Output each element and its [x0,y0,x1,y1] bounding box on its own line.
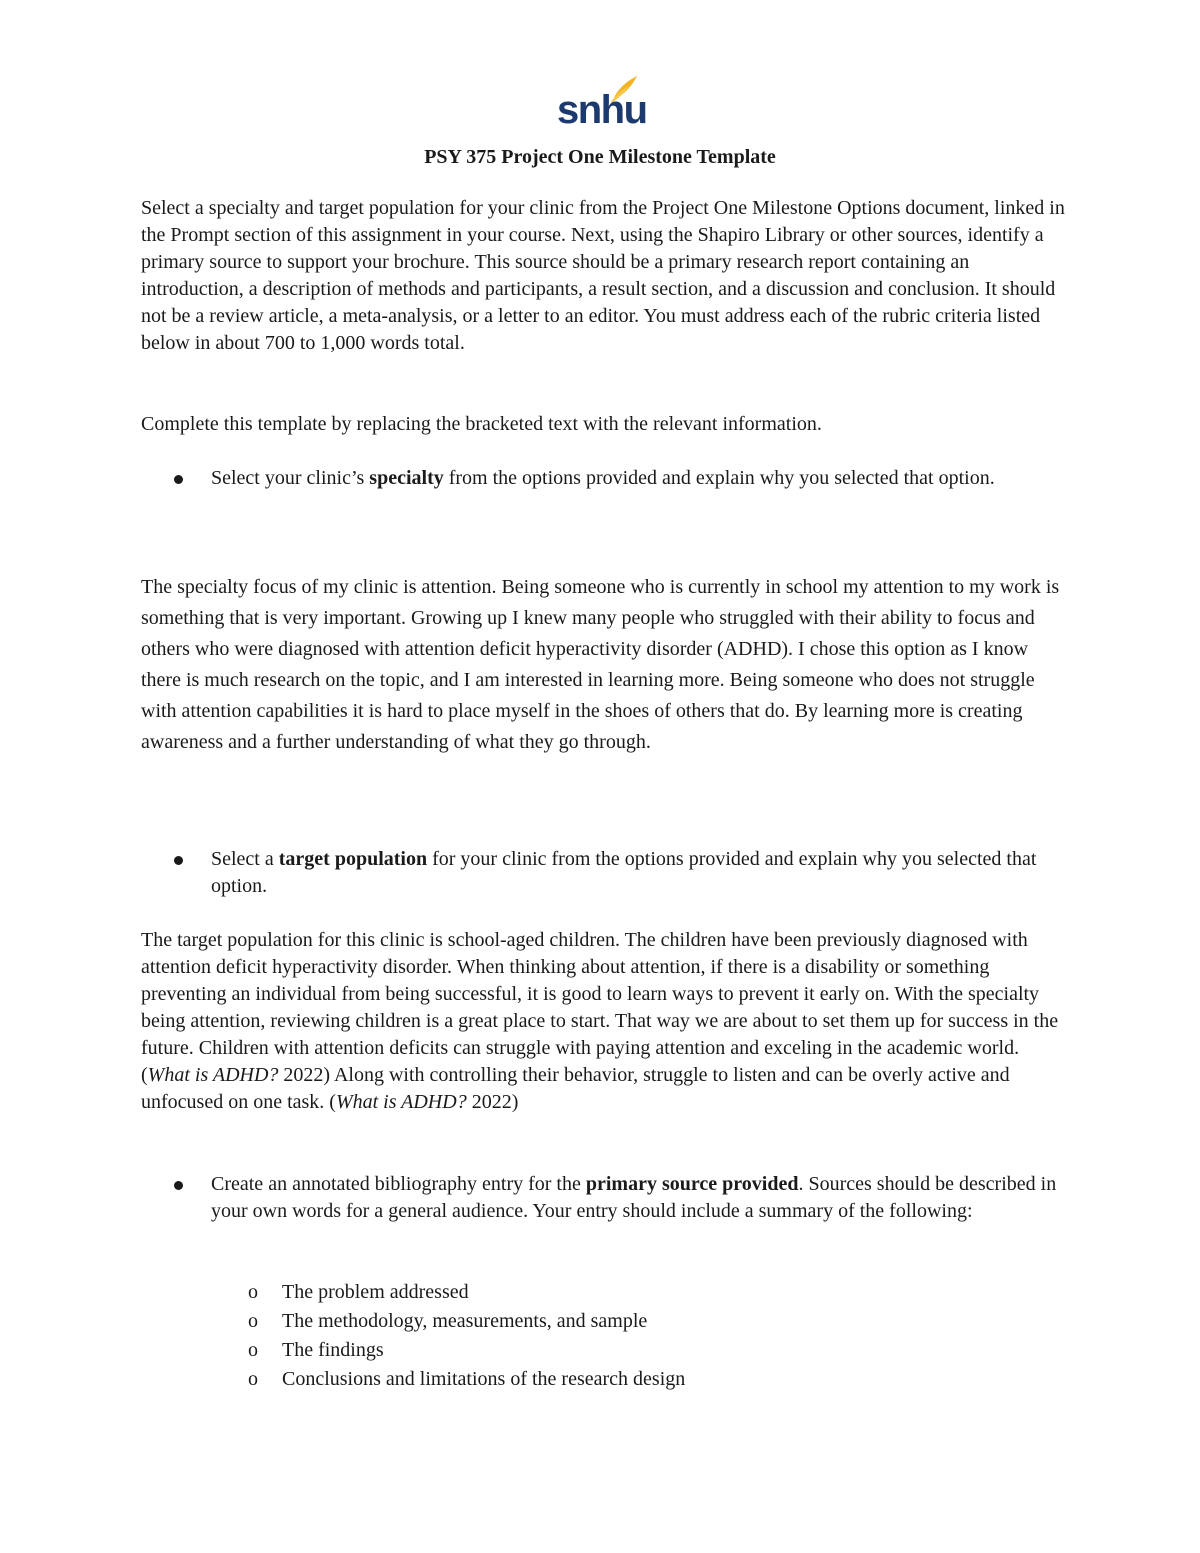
list-item: o The problem addressed [282,1278,1062,1307]
prompt-target-population: Select a target population for your clinic from the options provided and explain why you selected that option. [211,846,1071,900]
citation: What is ADHD? [335,1091,467,1113]
list-item: o The findings [282,1336,1062,1365]
list-item: o The methodology, measurements, and sample [282,1307,1062,1336]
prompt-bibliography: Create an annotated bibliography entry for the primary source provided. Sources should be described in your own words for a general audience. Your entry should include a summary of the following: [211,1171,1071,1225]
logo-text: snhu [557,88,647,132]
bullet-dot-icon [174,856,183,865]
snhu-logo [557,74,647,132]
page-title: PSY 375 Project One Milestone Template [424,146,776,168]
sub-bullet-icon: o [248,1339,258,1361]
sub-bullet-icon: o [248,1368,258,1390]
sub-bullet-icon: o [248,1281,258,1303]
answer-specialty: The specialty focus of my clinic is attention. Being someone who is currently in school my attention to my work is something that is very important. Growing up I knew many people who struggled with their ability to focus and others who were diagnosed with attention deficit hyperactivity disorder (ADHD). I chose this option as I know there is much research on the topic, and I am interested in learning more. Being someone who does not struggle with attention capabilities it is hard to place myself in the shoes of others that do. By learning more is creating awareness and a further understanding of what they go through. [141,576,1060,753]
intro-paragraph: Select a specialty and target population for your clinic from the Project One Milestone Options document, linked in the Prompt section of this assignment in your course. Next, using the Shapiro Library or other sources, identify a primary source to support your brochure. This source should be a primary research report containing an introduction, a description of methods and participants, a result section, and a discussion and conclusion. It should not be a review article, a meta-analysis, or a letter to an editor. You must address each of the rubric criteria listed below in about 700 to 1,000 words total. [141,197,1065,354]
sub-bullet-icon: o [248,1310,258,1332]
citation: What is ADHD? [147,1064,279,1086]
bullet-dot-icon [174,1181,183,1190]
prompt-specialty: Select your clinic’s specialty from the options provided and explain why you selected that option. [211,465,1071,492]
instruction-paragraph: Complete this template by replacing the bracketed text with the relevant information. [141,413,822,435]
answer-target-population: The target population for this clinic is school-aged children. The children have been previously diagnosed with attention deficit hyperactivity disorder. When thinking about attention, if there is a disability or something preventing an individual from being successful, it is good to learn ways to prevent it early on. With the specialty being attention, reviewing children is a great place to start. That way we are about to set them up for success in the future. Children with attention deficits can struggle with paying attention and exceling in the academic world. (What is ADHD? 2022) Along with controlling their behavior, struggle to listen and can be overly active and unfocused on one task. (What is ADHD? 2022) [141,929,1059,1113]
list-item: o Conclusions and limitations of the research design [282,1365,1062,1394]
bullet-dot-icon [174,475,183,484]
